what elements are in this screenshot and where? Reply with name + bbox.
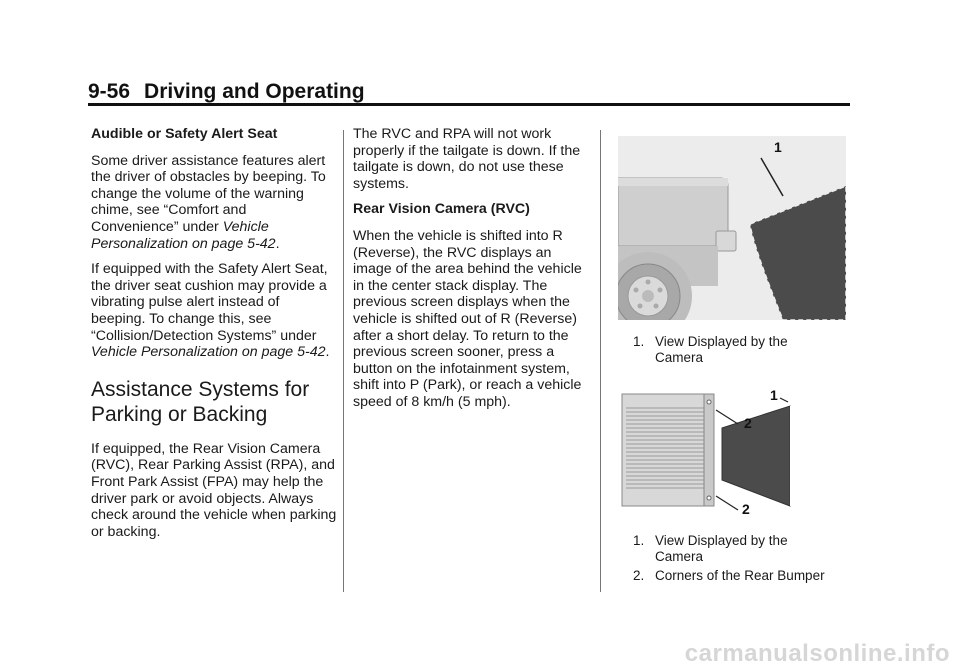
paragraph-assistance-intro: If equipped, the Rear Vision Camera (RVC), Rear Parking Assist (RPA), and Front Park Assist (FPA) may help the driver park or avoid objects. Always check around the vehicle when parking or backing. — [91, 440, 337, 540]
callout-label: 1 — [770, 388, 778, 403]
caption-item: 2. Corners of the Rear Bumper — [633, 568, 825, 583]
column-middle — [353, 126, 593, 420]
header-rule — [88, 103, 850, 106]
paragraph-chime-volume: Some driver assistance features alert the driver of obstacles by beeping. To change the volume of the warning chime, see “Comfort and Convenience” under Vehicle Personalization on page 5-42. — [91, 152, 326, 252]
figure1-caption: 1. View Displayed by the Camera — [633, 334, 788, 365]
cross-reference: Vehicle Personalization on page 5-42 — [91, 344, 326, 361]
paragraph-rvc-description: When the vehicle is shifted into R (Reverse), the RVC displays an image of the area behind the vehicle in the center stack display. The previous screen displays when the vehicle is shifted out of R (Reverse) after a short delay. To return to the previous screen sooner, press a button on the infotainment system, shift into P (Park), or reach a vehicle speed of 8 km/h (5 mph). — [353, 227, 582, 410]
paragraph-tailgate-warning: The RVC and RPA will not work properly if the tailgate is down. If the tailgate is down, do not use these systems. — [353, 126, 581, 192]
figure-camera-view-top — [618, 388, 846, 522]
caption-item: 1. View Displayed by the Camera — [633, 533, 788, 564]
column-divider — [343, 130, 344, 592]
column-left — [91, 126, 337, 549]
callout-label: 1 — [774, 139, 782, 155]
section-title: Driving and Operating — [144, 80, 365, 103]
heading-safety-alert-seat: Audible or Safety Alert Seat — [91, 126, 278, 142]
callout-label: 2 — [742, 501, 750, 517]
paragraph-safety-alert-seat: If equipped with the Safety Alert Seat, the driver seat cushion may provide a vibrating pulse alert instead of beeping. To change this, see “Collision/Detection Systems” under Vehicle Personalization on page 5-42. — [91, 261, 330, 361]
cross-reference: Vehicle Personalization on page 5-42 — [91, 218, 276, 252]
page-header — [88, 80, 365, 104]
figure-camera-view-side — [618, 136, 846, 320]
page-number: 9-56 — [88, 80, 131, 103]
figure2-caption — [633, 533, 848, 584]
section-heading: Assistance Systems for Parking or Backing — [91, 377, 310, 426]
heading-rear-vision-camera: Rear Vision Camera (RVC) — [353, 201, 530, 218]
column-divider — [600, 130, 601, 592]
callout-label: 2 — [744, 415, 752, 431]
watermark: carmanualsonline.info — [684, 640, 950, 667]
